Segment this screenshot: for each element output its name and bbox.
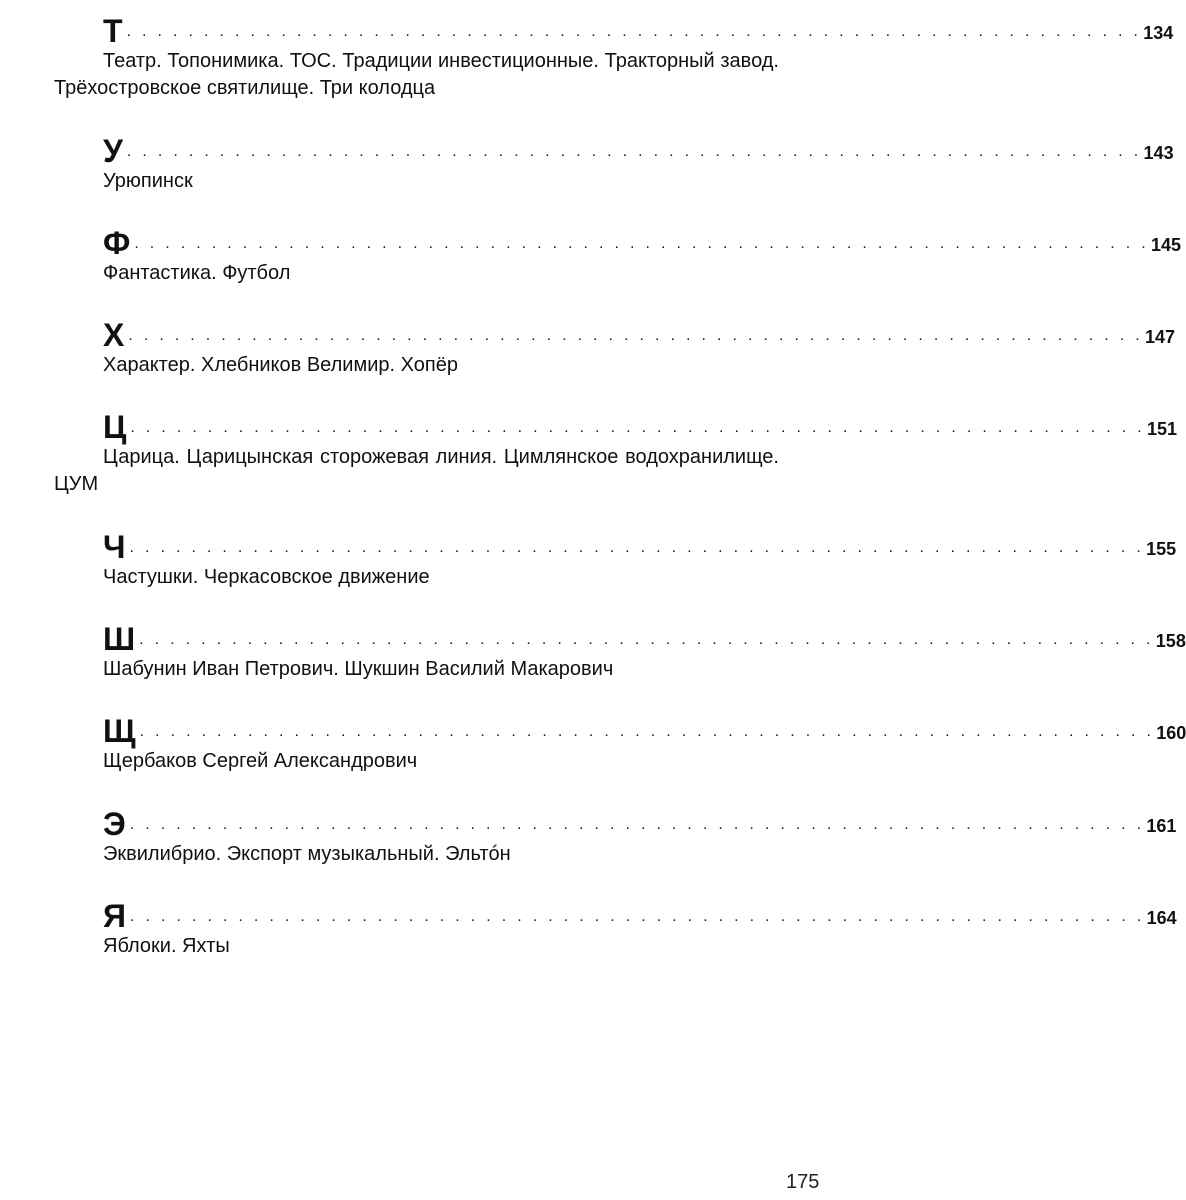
section-letter: Ч [103,529,126,565]
section-letter: У [103,133,123,169]
toc-entry-kh [0,317,1176,376]
section-topics: Урюпинск [103,170,193,192]
section-page-number: 134 [1143,23,1174,43]
dot-leader: . . . . . . . . . . . . . . . . . . . . . . . . . . . . . . . . . . . . . . . . . . . . . . . . . . . . . . . . . . . . . . . . . . [130,419,1146,436]
dot-leader: . . . . . . . . . . . . . . . . . . . . . . . . . . . . . . . . . . . . . . . . . . . . . . . . . . . . . . . . . . . . . . . . . . [129,816,1145,833]
section-topics: Царица. Царицынская сторожевая линия. Цимлянское водохранилище. ЦУМ [54,446,779,495]
toc-entry-header [103,621,1186,657]
section-letter: Х [103,317,125,353]
page-number: 175 [786,1171,820,1193]
toc-entry-e [0,806,1177,865]
toc-entry-shch [0,713,1186,772]
toc-entry-header [103,225,1181,261]
section-topics: Эквилибрио. Экспорт музыкальный. Эльтóн [103,843,511,865]
toc-entry-header [103,317,1176,353]
section-letter: Я [103,898,126,934]
dot-leader: . . . . . . . . . . . . . . . . . . . . . . . . . . . . . . . . . . . . . . . . . . . . . . . . . . . . . . . . . . . . . . . . . . [139,631,1154,648]
section-page-number: 143 [1143,143,1174,163]
toc-entry-header [103,898,1177,934]
toc-entry-header [103,806,1177,842]
section-page-number: 155 [1146,539,1177,559]
section-letter: Ф [103,225,131,261]
section-topics: Шабунин Иван Петрович. Шукшин Василий Макарович [103,658,614,680]
dot-leader: . . . . . . . . . . . . . . . . . . . . . . . . . . . . . . . . . . . . . . . . . . . . . . . . . . . . . . . . . . . . . . . . . . [126,143,1142,160]
section-page-number: 151 [1147,419,1178,439]
toc-entry-ts [0,409,1178,495]
section-page-number: 161 [1146,816,1177,836]
section-topics: Щербаков Сергей Александрович [103,750,418,772]
section-letter: Ш [103,621,136,657]
dot-leader: . . . . . . . . . . . . . . . . . . . . . . . . . . . . . . . . . . . . . . . . . . . . . . . . . . . . . . . . . . . . . . . . . . [134,235,1149,252]
toc-entry-u [0,133,1174,192]
section-topics: Характер. Хлебников Велимир. Хопёр [103,354,458,376]
section-topics: Театр. Топонимика. ТОС. Традиции инвестиционные. Тракторный завод. Трёхостровское святилище. Три колодца [54,50,779,99]
section-page-number: 164 [1146,908,1177,928]
toc-entry-header [103,133,1174,169]
section-page-number: 145 [1150,235,1181,255]
dot-leader: . . . . . . . . . . . . . . . . . . . . . . . . . . . . . . . . . . . . . . . . . . . . . . . . . . . . . . . . . . . . . . . . . . [129,539,1145,556]
section-letter: Ц [103,409,127,445]
toc-entry-header [103,713,1186,749]
toc-entry-sh [0,621,1186,680]
toc-entry-header [103,409,1178,445]
dot-leader: . . . . . . . . . . . . . . . . . . . . . . . . . . . . . . . . . . . . . . . . . . . . . . . . . . . . . . . . . . . . . . . . . . [126,23,1142,40]
section-page-number: 158 [1155,631,1186,651]
section-page-number: 160 [1156,723,1186,743]
dot-leader: . . . . . . . . . . . . . . . . . . . . . . . . . . . . . . . . . . . . . . . . . . . . . . . . . . . . . . . . . . . . . . . . . . [130,908,1145,925]
toc-entry-ch [0,529,1177,588]
section-topics: Яблоки. Яхты [103,935,230,957]
section-letter: Щ [103,713,136,749]
toc-entry-t [0,13,1174,99]
toc-entry-ya [0,898,1177,957]
section-letter: Э [103,806,126,842]
toc-entry-f [0,225,1181,284]
section-page-number: 147 [1144,327,1176,347]
section-topics: Фантастика. Футбол [103,262,291,284]
dot-leader: . . . . . . . . . . . . . . . . . . . . . . . . . . . . . . . . . . . . . . . . . . . . . . . . . . . . . . . . . . . . . . . . . . [139,723,1155,740]
toc-entry-header [103,13,1174,49]
section-letter: Т [103,13,123,49]
toc-entry-header [103,529,1177,565]
dot-leader: . . . . . . . . . . . . . . . . . . . . . . . . . . . . . . . . . . . . . . . . . . . . . . . . . . . . . . . . . . . . . . . . . . [128,327,1143,344]
section-topics: Частушки. Черкасовское движение [103,566,430,588]
